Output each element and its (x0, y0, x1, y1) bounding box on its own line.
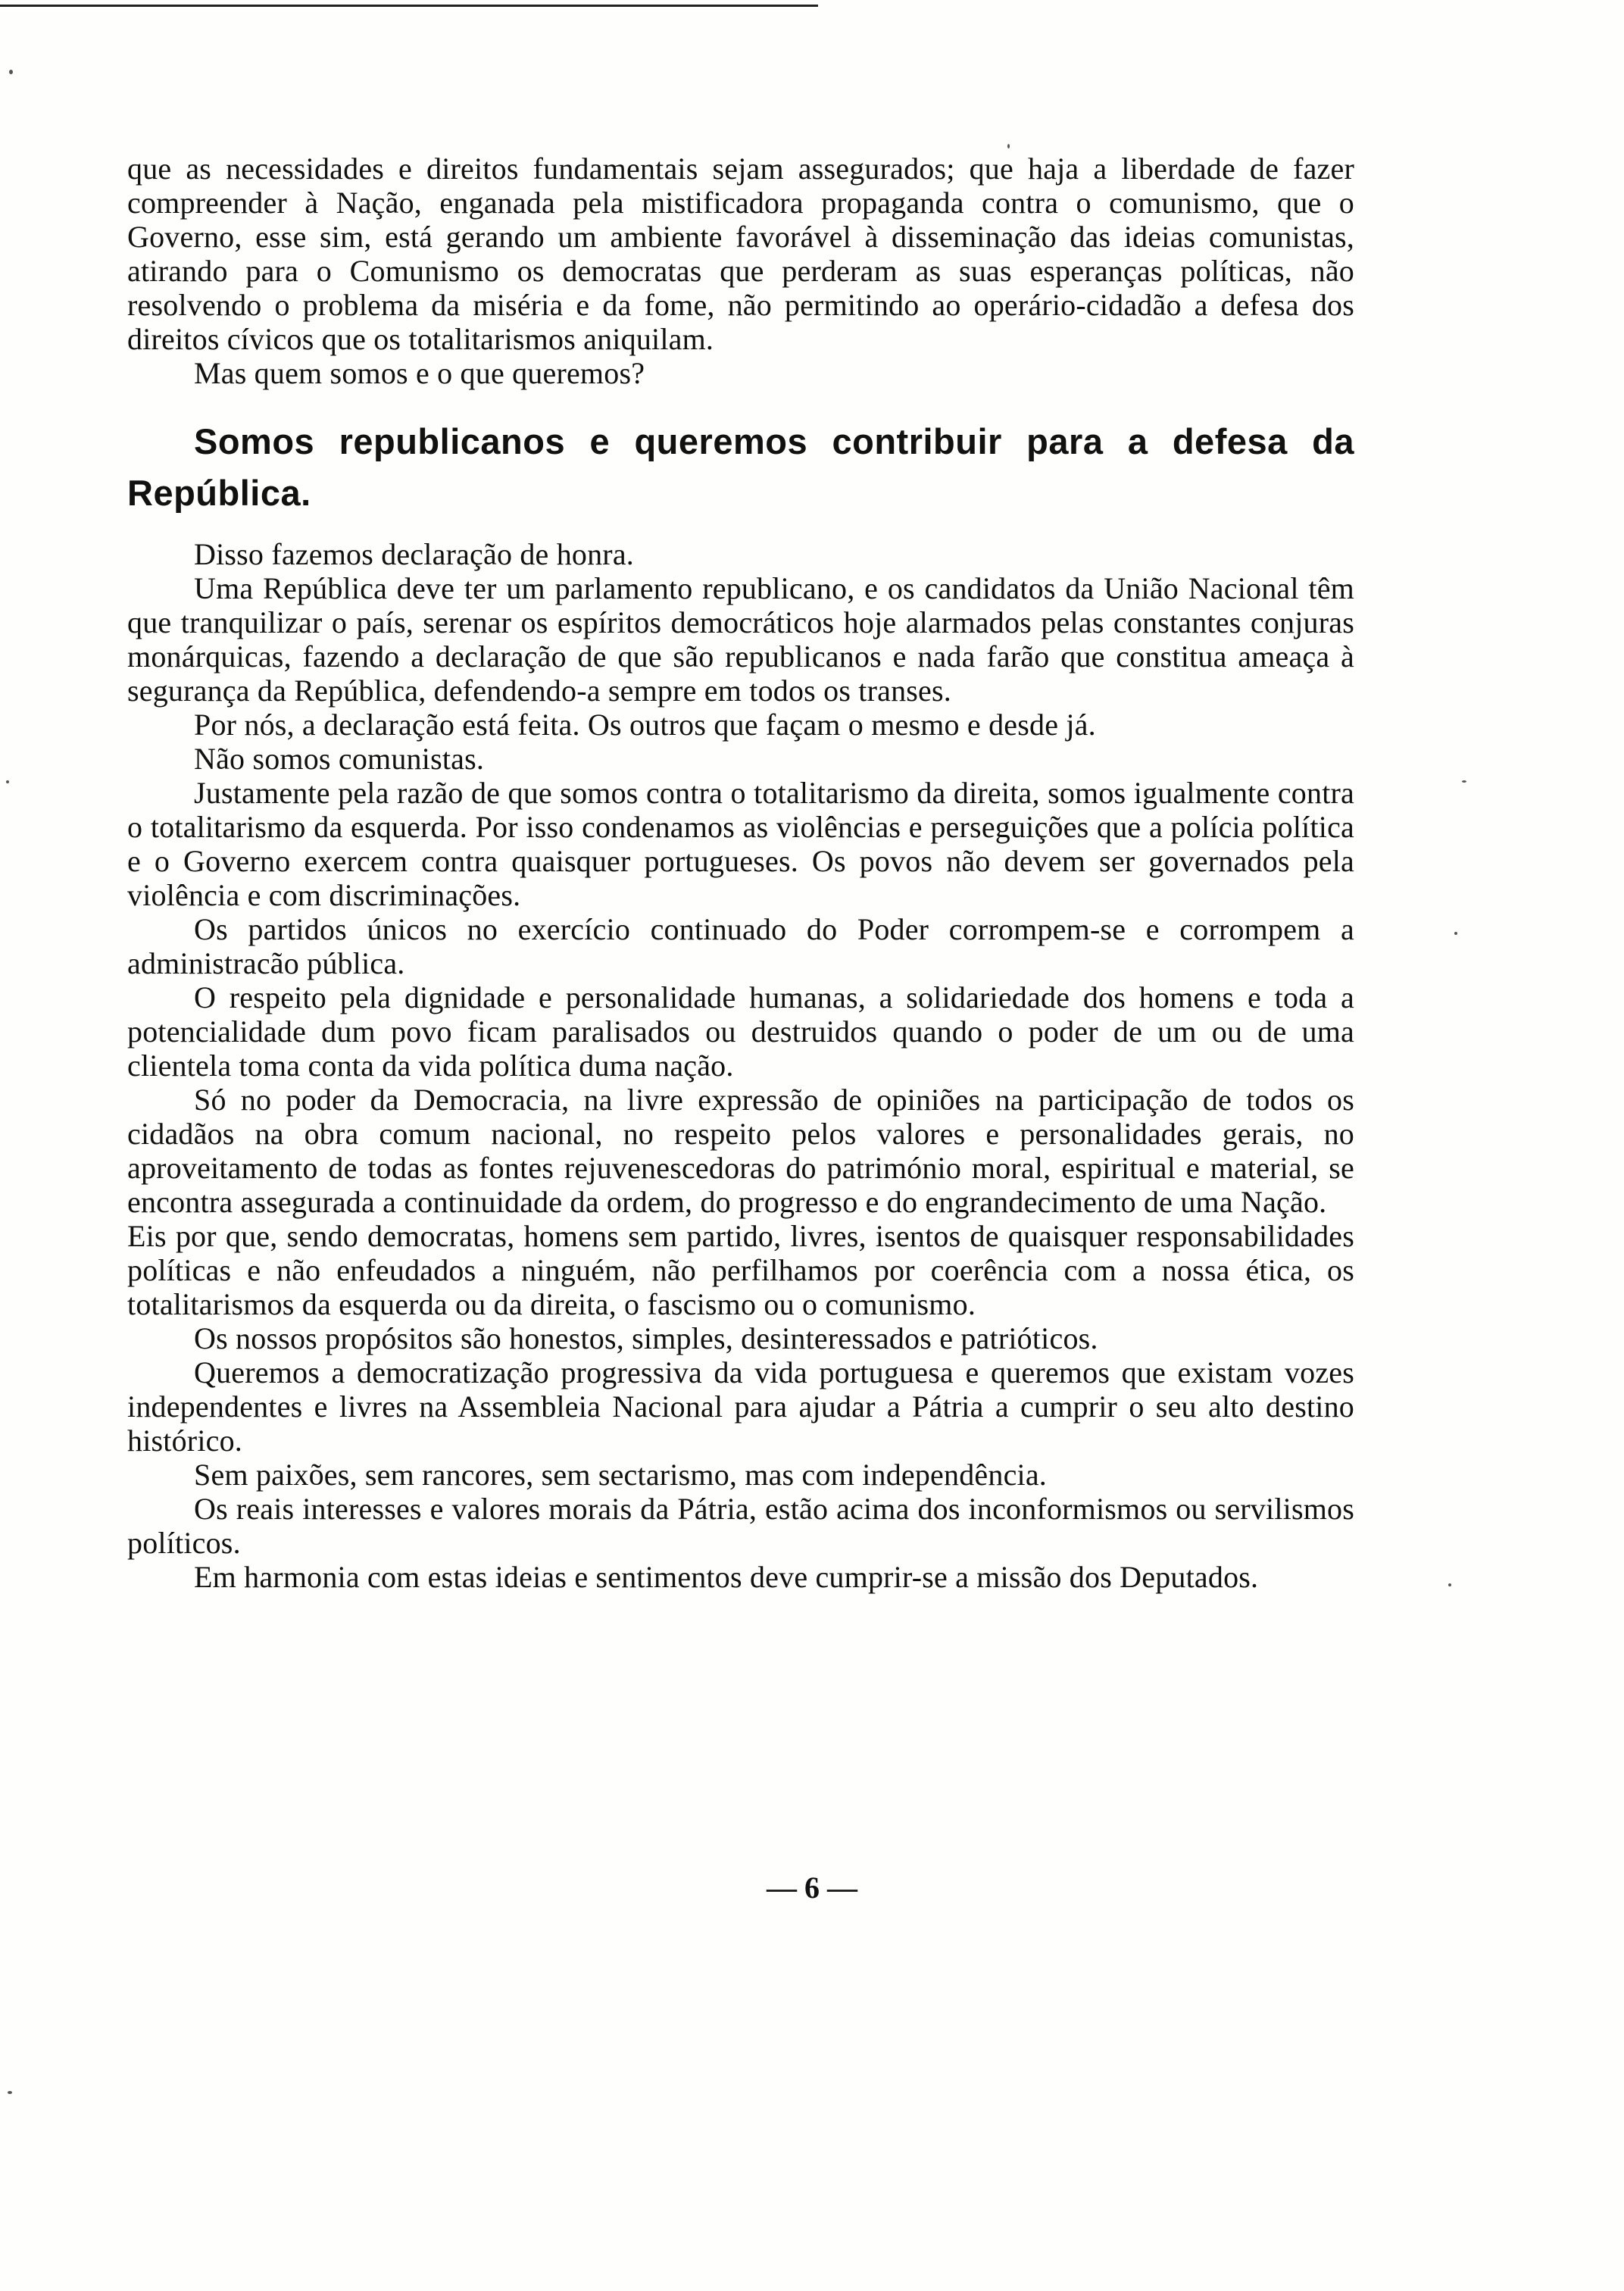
top-border-rule (0, 5, 818, 7)
scan-speck (1007, 144, 1010, 148)
paragraph: Uma República deve ter um parlamento republicano, e os candidatos da União Nacional têm que tranquilizar o país, serenar os espíritos democráticos hoje alarmados pelas constantes conjuras monárquicas, fazendo a declaração de que são republicanos e nada farão que constitua ameaça à segurança da República, defendendo-a sempre em todos os transes. (127, 571, 1354, 708)
scan-speck (9, 70, 13, 74)
paragraph: Os partidos únicos no exercício continuado do Poder corrompem-se e corrompem a administracão pública. (127, 912, 1354, 980)
paragraph: Não somos comunistas. (194, 742, 485, 776)
scan-speck (1448, 1583, 1451, 1586)
scan-speck (6, 780, 9, 783)
page-content (127, 152, 1354, 1594)
paragraph: Por nós, a declaração está feita. Os outros que façam o mesmo e desde já. (194, 708, 1096, 742)
paragraph-continuation: que as necessidades e direitos fundamentais sejam assegurados; que haja a liberdade de fazer compreender à Nação, enganada pela mistificadora propaganda contra o comunismo, que o Governo, esse sim, está gerando um ambiente favorável à disseminação das ideias comunistas, atirando para o Comunismo os democratas que perderam as suas esperanças políticas, não resolvendo o problema da miséria e da fome, não permitindo ao operário-cidadão a defesa dos direitos cívicos que os totalitarismos aniquilam. (127, 152, 1354, 356)
paragraph: Sem paixões, sem rancores, sem sectarismo, mas com independência. (194, 1458, 1047, 1492)
paragraph: Em harmonia com estas ideias e sentimentos deve cumprir-se a missão dos Deputados. (194, 1560, 1259, 1594)
page-number: — 6 — (767, 1871, 857, 1905)
paragraph: O respeito pela dignidade e personalidade humanas, a solidariedade dos homens e toda a potencialidade dum povo ficam paralisados ou destruidos quando o poder de um ou de uma clientela toma conta da vida política duma nação. (127, 980, 1354, 1083)
paragraph-question: Mas quem somos e o que queremos? (194, 356, 645, 390)
section-heading: Somos republicanos e queremos contribuir para a defesa da República. (127, 421, 1354, 513)
paragraph: Justamente pela razão de que somos contra o totalitarismo da direita, somos igualmente contra o totalitarismo da esquerda. Por isso condenamos as violências e perseguições que a polícia política e o Governo exercem contra quaisquer portugueses. Os povos não devem ser governados pela violência e com discriminações. (127, 776, 1354, 912)
scan-speck (1454, 932, 1457, 935)
paragraph: Queremos a democratização progressiva da vida portuguesa e queremos que existam vozes independentes e livres na Assembleia Nacional para ajudar a Pátria a cumprir o seu alto destino histórico. (127, 1355, 1354, 1458)
scan-speck (8, 2091, 12, 2094)
scan-speck (1462, 780, 1466, 783)
paragraph: Eis por que, sendo democratas, homens sem partido, livres, isentos de quaisquer responsabilidades políticas e não enfeudados a ninguém, não perfilhamos por coerência com a nossa ética, os totalitarismos da esquerda ou da direita, o fascismo ou o comunismo. (127, 1219, 1354, 1321)
paragraph: Os reais interesses e valores morais da Pátria, estão acima dos inconformismos ou servilismos políticos. (127, 1492, 1354, 1560)
paragraph: Disso fazemos declaração de honra. (194, 537, 634, 571)
paragraph: Só no poder da Democracia, na livre expressão de opiniões na participação de todos os cidadãos na obra comum nacional, no respeito pelos valores e personalidades gerais, no aproveitamento de todas as fontes rejuvenescedoras do património moral, espiritual e material, se encontra assegurada a continuidade da ordem, do progresso e do engrandecimento de uma Nação. (127, 1083, 1354, 1219)
paragraph: Os nossos propósitos são honestos, simples, desinteressados e patrióticos. (194, 1321, 1098, 1355)
